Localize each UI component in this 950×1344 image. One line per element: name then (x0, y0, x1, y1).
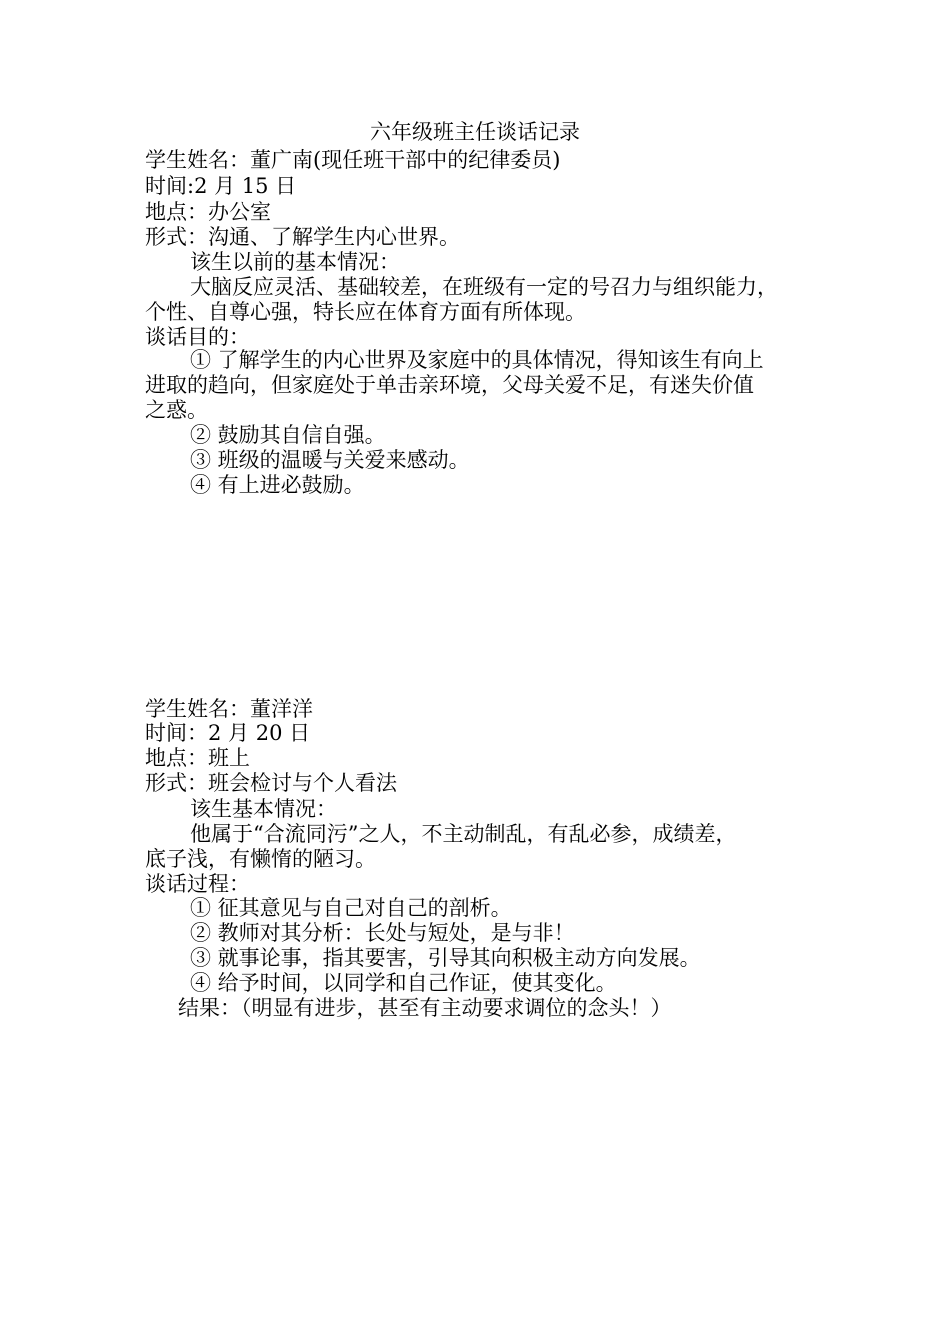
record1-purpose1-line2: 进取的趋向，但家庭处于单击亲环境，父母关爱不足，有迷失价值 (145, 373, 754, 397)
record2-form: 形式：班会检讨与个人看法 (145, 771, 397, 795)
record2-result: 结果：（明显有进步，甚至有主动要求调位的念头！） (178, 996, 672, 1020)
record1-purpose2: ② 鼓励其自信自强。 (190, 423, 386, 447)
record1-basic-heading: 该生以前的基本情况： (190, 250, 400, 274)
record1-student-name: 学生姓名：董广南(现任班干部中的纪律委员) (145, 148, 561, 172)
record2-place: 地点：班上 (145, 746, 250, 770)
record1-purpose4: ④ 有上进必鼓励。 (190, 473, 365, 497)
record1-basic-line2: 个性、自尊心强，特长应在体育方面有所体现。 (145, 300, 586, 324)
record1-purpose3: ③ 班级的温暖与关爱来感动。 (190, 448, 470, 472)
record2-basic-heading: 该生基本情况： (190, 797, 337, 821)
record2-process3: ③ 就事论事，指其要害，引导其向积极主动方向发展。 (190, 946, 701, 970)
record2-process2: ② 教师对其分析：长处与短处，是与非！ (190, 921, 575, 945)
record2-process-heading: 谈话过程： (145, 872, 250, 896)
record2-process4: ④ 给予时间，以同学和自己作证，使其变化。 (190, 971, 617, 995)
record1-basic-line1: 大脑反应灵活、基础较差，在班级有一定的号召力与组织能力， (190, 275, 778, 299)
record2-basic-line1: 他属于“合流同污”之人，不主动制乱，有乱必参，成绩差， (190, 822, 737, 846)
record1-purpose-heading: 谈话目的： (145, 325, 250, 349)
document-title: 六年级班主任谈话记录 (370, 120, 580, 144)
record1-form: 形式：沟通、了解学生内心世界。 (145, 225, 460, 249)
record1-place: 地点：办公室 (145, 200, 271, 224)
record2-process1: ① 征其意见与自己对自己的剖析。 (190, 896, 512, 920)
record1-time: 时间:2 月 15 日 (145, 174, 297, 198)
record1-purpose1-line3: 之惑。 (145, 398, 208, 422)
record1-purpose1-line1: ① 了解学生的内心世界及家庭中的具体情况，得知该生有向上 (190, 348, 764, 372)
record2-basic-line2: 底子浅，有懒惰的陋习。 (145, 847, 376, 871)
record2-student-name: 学生姓名：董洋洋 (145, 697, 313, 721)
record2-time: 时间：2 月 20 日 (145, 721, 311, 745)
